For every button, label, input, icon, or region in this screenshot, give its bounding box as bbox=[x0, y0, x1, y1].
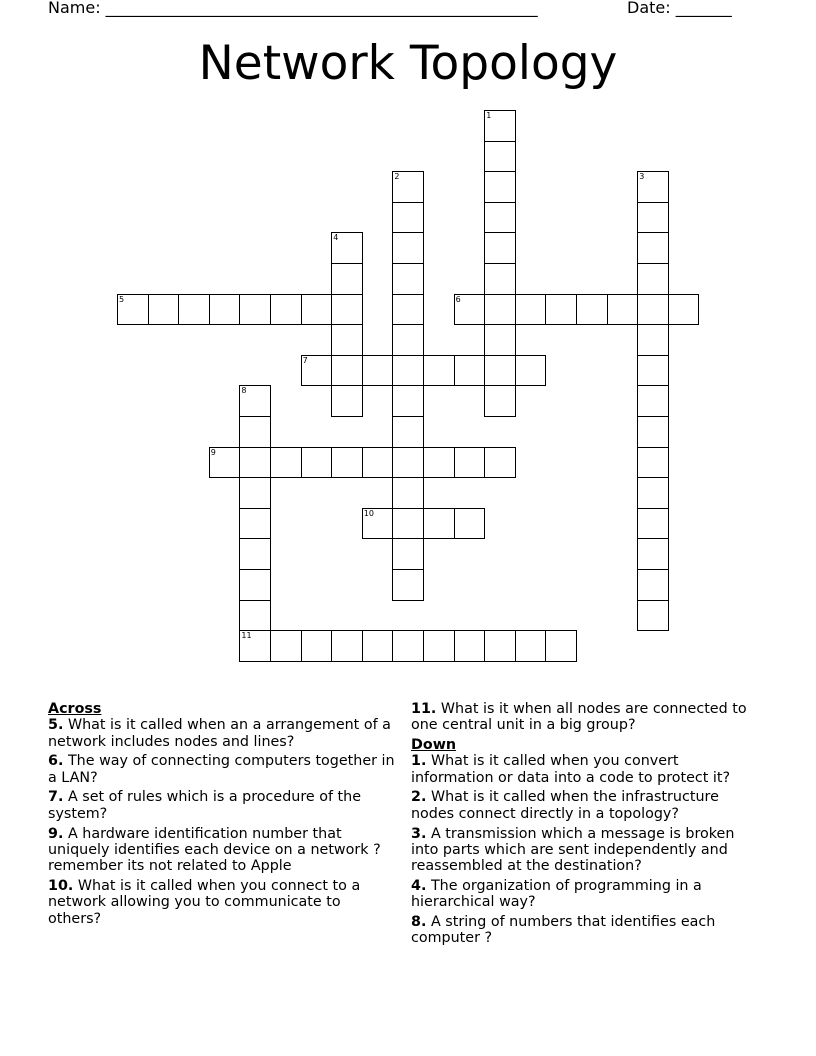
grid-cell[interactable] bbox=[270, 630, 302, 662]
clue-down-3 bbox=[411, 826, 761, 875]
grid-cell[interactable] bbox=[515, 294, 547, 326]
grid-cell[interactable] bbox=[331, 385, 363, 417]
clue-text: What is it called when you convert information or data into a code to protect it? bbox=[411, 753, 731, 786]
grid-cell[interactable] bbox=[331, 447, 363, 479]
grid-cell[interactable] bbox=[239, 294, 271, 326]
grid-cell[interactable] bbox=[423, 447, 455, 479]
grid-cell[interactable] bbox=[331, 294, 363, 326]
grid-cell[interactable] bbox=[392, 538, 424, 570]
grid-cell[interactable] bbox=[392, 324, 424, 356]
grid-cell[interactable] bbox=[301, 630, 333, 662]
grid-cell[interactable] bbox=[484, 385, 516, 417]
grid-cell[interactable] bbox=[545, 630, 577, 662]
cell-number: 4 bbox=[333, 233, 339, 243]
grid-cell[interactable] bbox=[637, 477, 669, 509]
grid-cell[interactable] bbox=[209, 294, 241, 326]
grid-cell[interactable] bbox=[484, 447, 516, 479]
clue-across-6 bbox=[48, 753, 398, 786]
grid-cell[interactable] bbox=[637, 600, 669, 632]
clue-number: 9. bbox=[48, 825, 64, 842]
grid-cell[interactable] bbox=[515, 355, 547, 387]
clue-across-9 bbox=[48, 826, 398, 875]
grid-cell[interactable] bbox=[239, 508, 271, 540]
grid-cell[interactable] bbox=[392, 569, 424, 601]
clue-text: A string of numbers that identifies each computer ? bbox=[411, 914, 716, 947]
clue-text: What is it when all nodes are connected to one central unit in a big group? bbox=[411, 701, 747, 734]
grid-cell[interactable] bbox=[331, 232, 363, 264]
grid-cell[interactable] bbox=[668, 294, 700, 326]
grid-cell[interactable] bbox=[239, 416, 271, 448]
grid-cell[interactable] bbox=[331, 630, 363, 662]
cell-number: 11 bbox=[241, 631, 252, 641]
clue-number: 2. bbox=[411, 789, 427, 806]
clue-down-8 bbox=[411, 914, 761, 947]
grid-cell[interactable] bbox=[637, 569, 669, 601]
grid-cell[interactable] bbox=[484, 294, 516, 326]
clues-column-left bbox=[48, 701, 398, 930]
clue-across-5 bbox=[48, 717, 398, 750]
grid-cell[interactable] bbox=[362, 508, 394, 540]
clue-text: What is it called when the infrastructure nodes connect directly in a topology? bbox=[411, 789, 719, 822]
grid-cell[interactable] bbox=[637, 538, 669, 570]
grid-cell[interactable] bbox=[392, 630, 424, 662]
grid-cell[interactable] bbox=[392, 355, 424, 387]
grid-cell[interactable] bbox=[454, 508, 486, 540]
grid-cell[interactable] bbox=[484, 232, 516, 264]
cell-number: 9 bbox=[210, 447, 216, 457]
clue-text: What is it called when you connect to a network allowing you to communicate to others? bbox=[48, 877, 361, 927]
clue-down-2 bbox=[411, 789, 761, 822]
clue-down-4 bbox=[411, 878, 761, 911]
grid-cell[interactable] bbox=[301, 447, 333, 479]
grid-cell[interactable] bbox=[637, 508, 669, 540]
grid-cell[interactable] bbox=[454, 294, 486, 326]
grid-cell[interactable] bbox=[392, 416, 424, 448]
grid-cell[interactable] bbox=[239, 385, 271, 417]
grid-cell[interactable] bbox=[392, 263, 424, 295]
grid-cell[interactable] bbox=[607, 294, 639, 326]
grid-cell[interactable] bbox=[270, 447, 302, 479]
grid-cell[interactable] bbox=[239, 600, 271, 632]
clue-number: 1. bbox=[411, 753, 427, 770]
grid-cell[interactable] bbox=[362, 447, 394, 479]
grid-cell[interactable] bbox=[637, 324, 669, 356]
grid-cell[interactable] bbox=[392, 171, 424, 203]
grid-cell[interactable] bbox=[392, 447, 424, 479]
grid-cell[interactable] bbox=[331, 324, 363, 356]
name-field[interactable]: Name: ______________________________________________________ bbox=[48, 0, 538, 17]
grid-cell[interactable] bbox=[545, 294, 577, 326]
grid-cell[interactable] bbox=[423, 355, 455, 387]
grid-cell[interactable] bbox=[239, 538, 271, 570]
grid-cell[interactable] bbox=[484, 324, 516, 356]
grid-cell[interactable] bbox=[209, 447, 241, 479]
clue-text: A transmission which a message is broken into parts which are sent independently and reassembled at the destination? bbox=[411, 825, 735, 875]
clue-text: A hardware identification number that uniquely identifies each device on a network ?remember its not related to Apple bbox=[48, 825, 381, 875]
grid-cell[interactable] bbox=[423, 508, 455, 540]
cell-number: 3 bbox=[639, 172, 645, 182]
cell-number: 7 bbox=[302, 355, 308, 365]
grid-cell[interactable] bbox=[484, 202, 516, 234]
grid-cell[interactable] bbox=[637, 385, 669, 417]
grid-cell[interactable] bbox=[515, 630, 547, 662]
grid-cell[interactable] bbox=[637, 416, 669, 448]
grid-cell[interactable] bbox=[239, 569, 271, 601]
grid-cell[interactable] bbox=[178, 294, 210, 326]
down-heading: Down bbox=[411, 737, 457, 754]
grid-cell[interactable] bbox=[637, 202, 669, 234]
grid-cell[interactable] bbox=[484, 171, 516, 203]
grid-cell[interactable] bbox=[454, 447, 486, 479]
clue-number: 10. bbox=[48, 877, 74, 894]
clue-number: 4. bbox=[411, 877, 427, 894]
clue-number: 5. bbox=[48, 717, 64, 734]
clue-number: 8. bbox=[411, 914, 427, 931]
grid-cell[interactable] bbox=[239, 447, 271, 479]
cell-number: 6 bbox=[455, 294, 461, 304]
grid-cell[interactable] bbox=[392, 202, 424, 234]
cell-number: 5 bbox=[119, 294, 125, 304]
page-title: Network Topology bbox=[198, 36, 618, 91]
grid-cell[interactable] bbox=[637, 232, 669, 264]
grid-cell[interactable] bbox=[392, 232, 424, 264]
clue-number: 7. bbox=[48, 789, 64, 806]
grid-cell[interactable] bbox=[484, 110, 516, 142]
grid-cell[interactable] bbox=[301, 355, 333, 387]
cell-number: 10 bbox=[363, 508, 374, 518]
clue-number: 11. bbox=[411, 701, 437, 717]
grid-cell[interactable] bbox=[362, 355, 394, 387]
grid-cell[interactable] bbox=[239, 630, 271, 662]
cell-number: 1 bbox=[486, 111, 492, 120]
grid-cell[interactable] bbox=[362, 630, 394, 662]
grid-cell[interactable] bbox=[484, 355, 516, 387]
grid-cell[interactable] bbox=[392, 385, 424, 417]
grid-cell[interactable] bbox=[484, 630, 516, 662]
grid-cell[interactable] bbox=[576, 294, 608, 326]
grid-cell[interactable] bbox=[270, 294, 302, 326]
cell-number: 8 bbox=[241, 386, 247, 396]
cell-number: 2 bbox=[394, 172, 400, 182]
grid-cell[interactable] bbox=[148, 294, 180, 326]
grid-cell[interactable] bbox=[454, 355, 486, 387]
clues-column-right bbox=[411, 701, 761, 950]
grid-cell[interactable] bbox=[331, 263, 363, 295]
grid-cell[interactable] bbox=[331, 355, 363, 387]
grid-cell[interactable] bbox=[423, 630, 455, 662]
clue-across-10 bbox=[48, 878, 398, 927]
grid-cell[interactable] bbox=[392, 508, 424, 540]
clue-across-7 bbox=[48, 789, 398, 822]
clue-number: 6. bbox=[48, 753, 64, 770]
grid-cell[interactable] bbox=[117, 294, 149, 326]
grid-cell[interactable] bbox=[637, 171, 669, 203]
date-field[interactable]: Date: _______ bbox=[627, 0, 732, 17]
grid-cell[interactable] bbox=[392, 294, 424, 326]
grid-cell[interactable] bbox=[454, 630, 486, 662]
clue-text: What is it called when an a arrangement of a network includes nodes and lines? bbox=[48, 717, 391, 750]
clue-across-11 bbox=[411, 701, 761, 734]
clue-number: 3. bbox=[411, 825, 427, 842]
clue-text: A set of rules which is a procedure of the system? bbox=[48, 789, 362, 822]
grid-cell[interactable] bbox=[637, 447, 669, 479]
clue-text: The way of connecting computers together in a LAN? bbox=[48, 753, 395, 786]
grid-cell[interactable] bbox=[301, 294, 333, 326]
grid-cell[interactable] bbox=[637, 263, 669, 295]
grid-cell[interactable] bbox=[392, 477, 424, 509]
grid-cell[interactable] bbox=[637, 355, 669, 387]
grid-cell[interactable] bbox=[484, 141, 516, 173]
clue-down-1 bbox=[411, 753, 761, 786]
grid-cell[interactable] bbox=[484, 263, 516, 295]
grid-cell[interactable] bbox=[239, 477, 271, 509]
grid-cell[interactable] bbox=[637, 294, 669, 326]
across-heading: Across bbox=[48, 701, 102, 717]
clue-text: The organization of programming in a hierarchical way? bbox=[411, 877, 702, 911]
